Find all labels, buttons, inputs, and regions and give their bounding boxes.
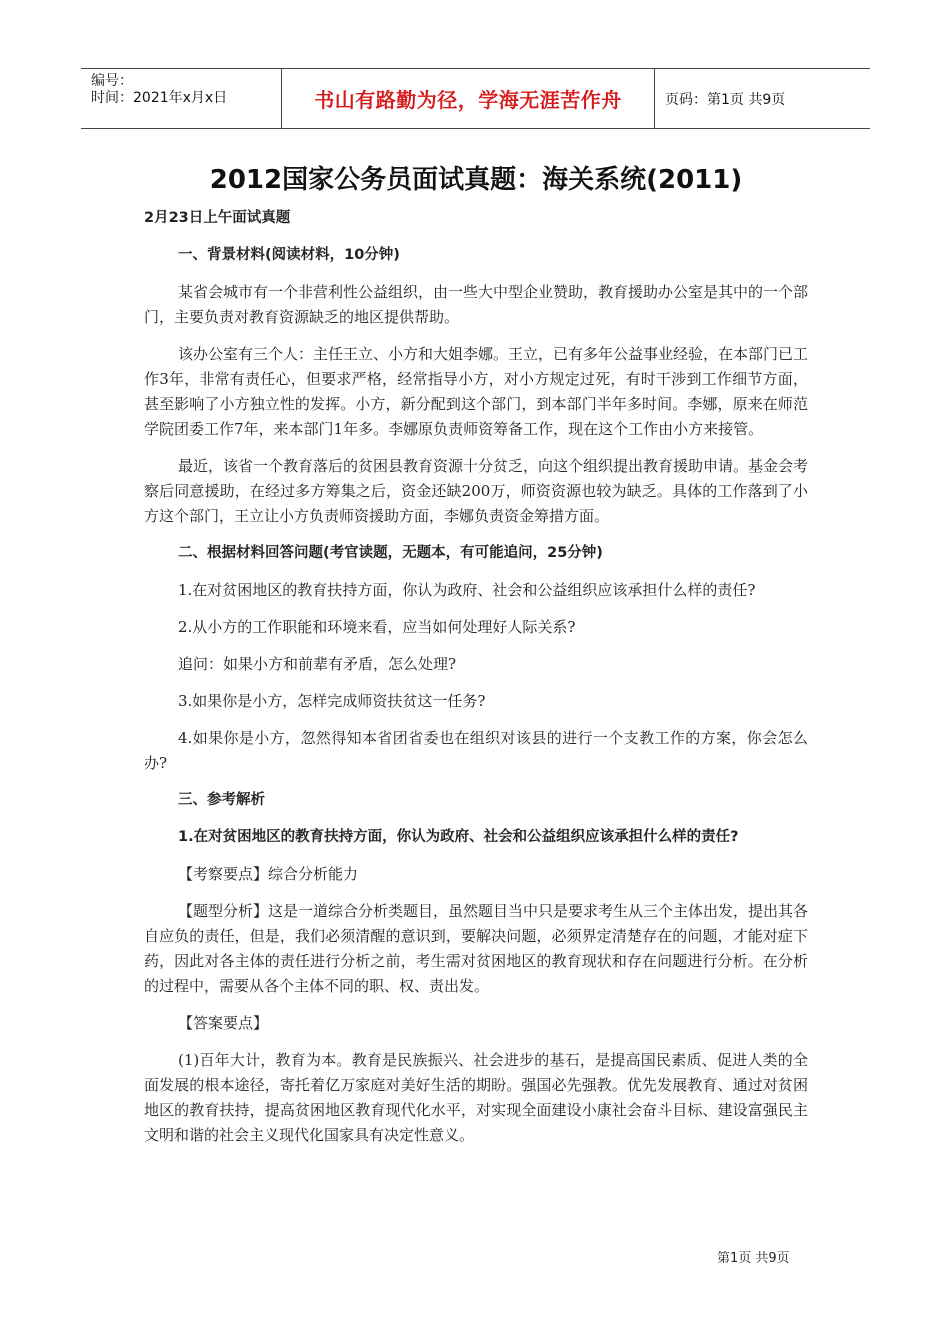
question-2-follow-up: 追问：如果小方和前辈有矛盾，怎么处理? — [178, 655, 457, 673]
document-title: 2012国家公务员面试真题：海关系统(2011) — [209, 165, 743, 195]
header-meta-cell — [81, 69, 282, 128]
page-footer: 第1页 共9页 — [717, 1251, 790, 1266]
header-motto: 书山有路勤为径，学海无涯苦作舟 — [282, 69, 655, 128]
number-label: 编号： — [91, 73, 133, 89]
section1-heading: 一、背景材料(阅读材料，10分钟) — [178, 247, 400, 263]
header-page-info: 页码：第1页 共9页 — [665, 91, 786, 108]
document-body — [144, 160, 808, 1160]
answer-1: (1)百年大计，教育为本。教育是民族振兴、社会进步的基石，是提高国民素质、促进人类的全面发展的根本途径，寄托着亿万家庭对美好生活的期盼。强国必先强教。优先发展教育、通过对贫困地区的教育扶持，提高贫困地区教育现代化水平，对实现全面建设小康社会奋斗目标、建设富强民主文明和谐的社会主义现代化国家具有决定性意义。 — [144, 1051, 808, 1144]
answer-points-heading: 【答案要点】 — [178, 1014, 269, 1032]
key-point: 【考察要点】综合分析能力 — [178, 865, 359, 883]
type-analysis: 【题型分析】这是一道综合分析类题目，虽然题目当中只是要求考生从三个主体出发，提出其各自应负的责任，但是，我们必须清醒的意识到，要解决问题，必须界定清楚存在的问题，才能对症下药，因此对各主体的责任进行分析之前，考生需对贫困地区的教育现状和存在问题进行分析。在分析的过程中，需要从各个主体不同的职、权、责出发。 — [144, 902, 809, 995]
analysis-question-1: 1.在对贫困地区的教育扶持方面，你认为政府、社会和公益组织应该承担什么样的责任? — [178, 829, 739, 845]
question-2: 2.从小方的工作职能和环境来看，应当如何处理好人际关系? — [178, 618, 576, 636]
question-1: 1.在对贫困地区的教育扶持方面，你认为政府、社会和公益组织应该承担什么样的责任? — [178, 581, 756, 599]
question-3: 3.如果你是小方，怎样完成师资扶贫这一任务? — [178, 692, 486, 710]
section3-heading: 三、参考解析 — [178, 792, 265, 808]
section2-heading: 二、根据材料回答问题(考官读题，无题本，有可能追问，25分钟) — [178, 545, 603, 561]
time-label: 时间：2021年x月x日 — [91, 90, 228, 106]
question-4: 4.如果你是小方，忽然得知本省团省委也在组织对该县的进行一个支教工作的方案，你会怎么办? — [144, 729, 808, 772]
paragraph-3: 最近，该省一个教育落后的贫困县教育资源十分贫乏，向这个组织提出教育援助申请。基金会考察后同意援助，在经过多方筹集之后，资金还缺200万，师资资源也较为缺乏。具体的工作落到了小方这个部门，王立让小方负责师资援助方面，李娜负责资金筹措方面。 — [144, 457, 809, 525]
paragraph-2: 该办公室有三个人：主任王立、小方和大姐李娜。王立，已有多年公益事业经验，在本部门已工作3年，非常有责任心，但要求严格，经常指导小方，对小方规定过死，有时干涉到工作细节方面，甚至影响了小方独立性的发挥。小方，新分配到这个部门，到本部门半年多时间。李娜，原来在师范学院团委工作7年，来本部门1年多。李娜原负责师资筹备工作，现在这个工作由小方来接管。 — [144, 345, 809, 438]
paragraph-1: 某省会城市有一个非营利性公益组织，由一些大中型企业赞助，教育援助办公室是其中的一个部门，主要负责对教育资源缺乏的地区提供帮助。 — [144, 283, 809, 326]
document-header — [81, 68, 870, 129]
session-heading: 2月23日上午面试真题 — [144, 210, 291, 226]
